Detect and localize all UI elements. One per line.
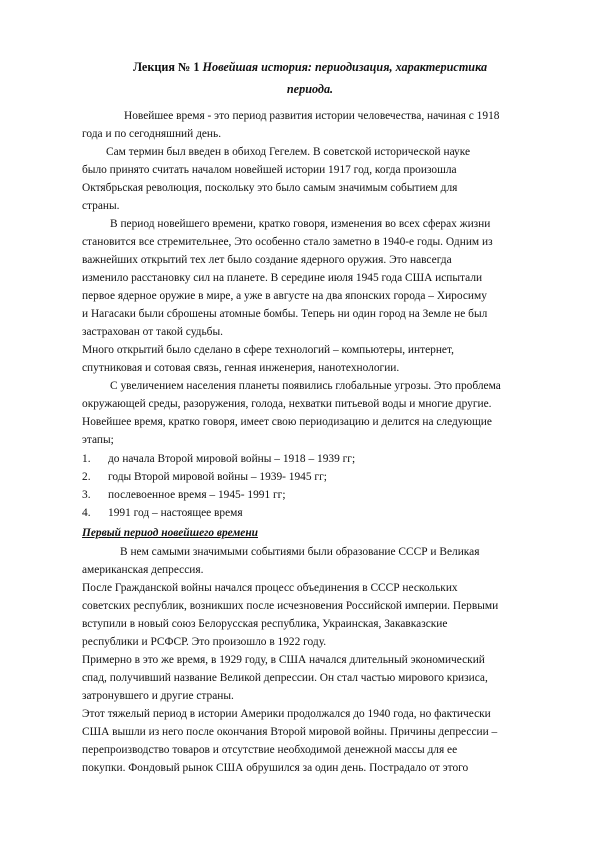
list-item-number: 1. [82, 453, 91, 465]
paragraph-line: изменило расстановку сил на планете. В середине июля 1945 года США испытали [82, 272, 483, 284]
paragraph-line: Примерно в это же время, в 1929 году, в США начался длительный экономический [82, 654, 485, 666]
paragraph-line: застрахован от такой судьбы. [82, 326, 223, 338]
list-item-number: 3. [82, 489, 91, 501]
paragraph-line: затронувшего и другие страны. [82, 690, 234, 702]
paragraph-line: важнейших открытий тех лет было создание ядерного оружия. Это навсегда [82, 254, 452, 266]
title-italic-1: Новейшая история: периодизация, характеристика [202, 60, 488, 74]
paragraph-line: покупки. Фондовый рынок США обрушился за один день. Пострадало от этого [82, 762, 469, 774]
paragraph-line: Этот тяжелый период в истории Америки продолжался до 1940 года, но фактически [82, 708, 491, 720]
lecture-title [80, 56, 540, 100]
paragraph-line: Сам термин был введен в обиход Гегелем. В советской исторической науке [106, 146, 471, 158]
paragraph-line: перепроизводство товаров и отсутствие необходимой денежной массы для ее [82, 744, 458, 756]
paragraph-line: первое ядерное оружие в мире, а уже в августе на два японских города – Хиросиму [82, 290, 487, 302]
list-item-number: 4. [82, 507, 91, 519]
list-item-text: послевоенное время – 1945- 1991 гг; [108, 489, 286, 501]
paragraph-line: спутниковая и сотовая связь, генная инженерия, нанотехнологии. [82, 362, 400, 374]
list-item-text: 1991 год – настоящее время [108, 507, 243, 519]
paragraph-line: страны. [82, 200, 120, 212]
paragraph-line: становится все стремительнее, Это особенно стало заметно в 1940-е годы. Одним из [82, 236, 493, 248]
title-line-2: периода. [286, 82, 334, 96]
paragraph-line: Новейшее время - это период развития истории человечества, начиная с 1918 [124, 110, 500, 122]
list-item-text: годы Второй мировой войны – 1939- 1945 гг; [108, 471, 327, 483]
paragraph-line: С увеличением населения планеты появились глобальные угрозы. Это проблема [110, 380, 501, 392]
title-prefix: Лекция № 1 [132, 60, 203, 74]
paragraph-line: Много открытий было сделано в сфере технологий – компьютеры, интернет, [82, 344, 454, 356]
paragraph-line: и Нагасаки были сброшены атомные бомбы. Теперь ни один город на Земле не был [82, 308, 488, 320]
list-item-text: до начала Второй мировой войны – 1918 – 1939 гг; [108, 453, 356, 465]
paragraph-line: американская депрессия. [82, 564, 204, 576]
paragraph-line: В период новейшего времени, кратко говоря, изменения во всех сферах жизни [110, 218, 491, 230]
paragraph-line: окружающей среды, разоружения, голода, нехватки питьевой воды и многие другие. [82, 398, 492, 410]
section-heading: Первый период новейшего времени [82, 527, 258, 539]
paragraph-line: было принято считать началом новейшей истории 1917 год, когда произошла [82, 164, 457, 176]
paragraph-line: республики и РСФСР. Это произошло в 1922 году. [82, 636, 327, 648]
paragraph-line: Новейшее время, кратко говоря, имеет свою периодизацию и делится на следующие [82, 416, 492, 428]
paragraph-line: Октябрьская революция, поскольку это было самым значимым событием для [82, 182, 458, 194]
list-item-number: 2. [82, 471, 91, 483]
title-line-1 [80, 56, 540, 78]
paragraph-line: В нем самыми значимыми событиями были образование СССР и Великая [120, 546, 480, 558]
paragraph-line: спад, получивший название Великой депрессии. Он стал частью мирового кризиса, [82, 672, 488, 684]
paragraph-line: года и по сегодняшний день. [82, 128, 222, 140]
paragraph-line: После Гражданской войны начался процесс объединения в СССР нескольких [82, 582, 458, 594]
paragraph-line: вступили в новый союз Белорусская республика, Украинская, Закавказские [82, 618, 448, 630]
paragraph-line: США вышли из него после окончания Второй мировой войны. Причины депрессии – [82, 726, 498, 738]
paragraph-line: советских республик, возникших после исчезновения Российской империи. Первыми [82, 600, 499, 612]
paragraph-line: этапы; [82, 434, 114, 446]
